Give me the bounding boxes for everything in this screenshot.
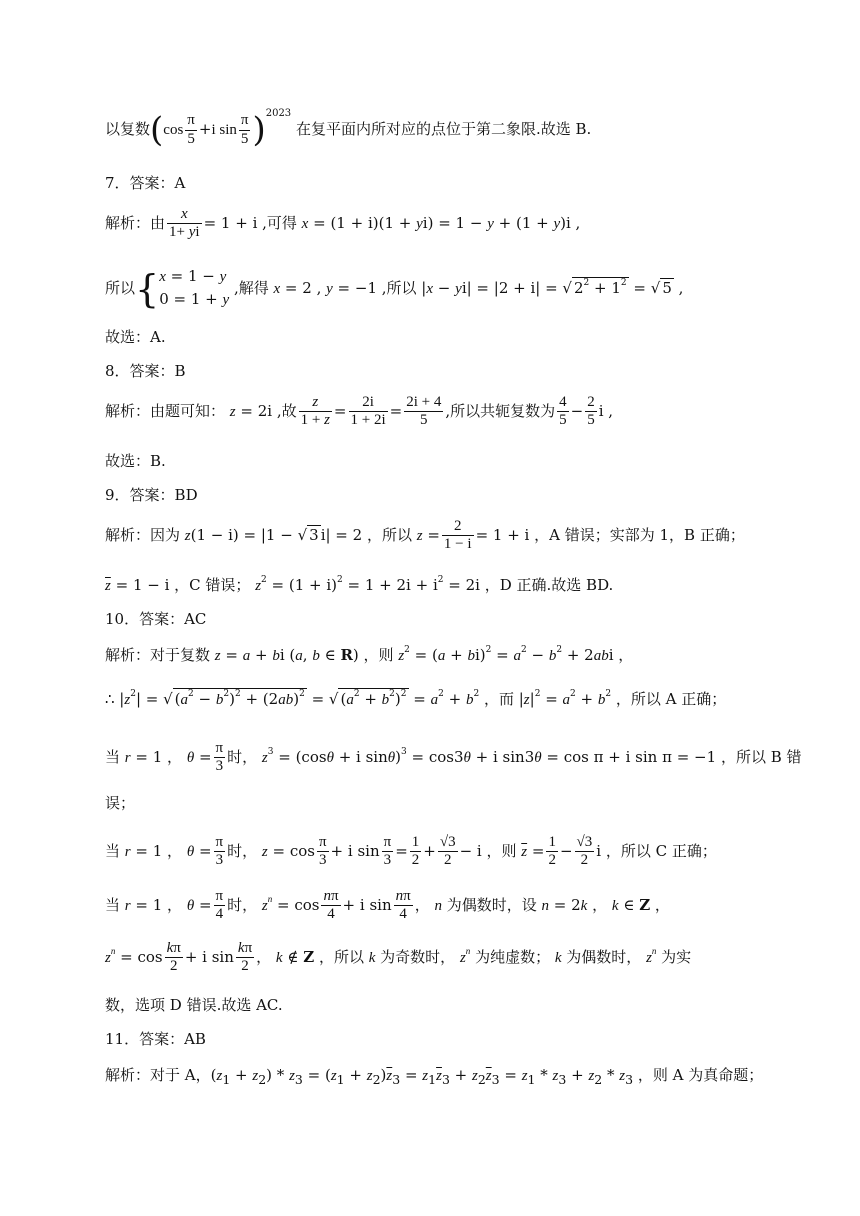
text-line: 解析：因为 z(1 − i) = |1 − √ 3 i| = 2 ，所以 z = $\frac{2}{1 - i}$ = 1 + i ，A 错误；实部为 1，B 正确； <box>105 518 745 553</box>
text-line: 解析：对于 A，$(z_1 + z_2) * z_3 = (z_1 + z_2)\overline{z}_3 = z_1\overline{z}_3 + z_2\overline{z}_3 = z_1 * z_3 + z_2 * z_3$ ，则 A 为真命题； <box>105 1066 764 1087</box>
text-line: 解析：由题可知： z = 2i ,故 $\frac{z}{1 + z}$ = $\frac{2i}{1 + 2i}$ = $\frac{2i + 4}{5}$ ,所以共轭复数为 $\frac{4}{5}$ − $\frac{2}{5}$ i , <box>105 394 614 429</box>
text-line: 故选：B. <box>105 452 166 470</box>
text-line: $z^n = \cos$ $\frac{k\pi}{2}$ + i sin $\frac{k\pi}{2}$ ， k ∉ Z ，所以 k 为奇数时， $z^n$ 为纯虚数； k 为偶数时， $z^n$ 为实 <box>105 940 692 975</box>
text-line: 解析：对于复数 z = a + bi (a, b ∈ R) ，则 $z^2 = (a + bi)^2 = a^2 - b^2 + 2abi$ ， <box>105 645 634 664</box>
text-line: 故选：A. <box>105 328 166 346</box>
text-line: 所以{x = 1 − y 0 = 1 + y ,解得 x = 2 , y = −1 ,所以 |x − yi| = |2 + i| = √ $2^2 + 1^2$ = √ 5 , <box>105 266 684 311</box>
text-line: 当 r = 1 ， θ = $\frac{\pi}{3}$ 时， z = cos $\frac{\pi}{3}$ + i sin $\frac{\pi}{3}$ = $\frac{1}{2}$ + $\frac{√3}{2}$ − i ，则 $\overline{z}$ = $\frac{1}{2}$ − $\frac{√3}{2}$ i ，所以 C 正确； <box>105 834 717 869</box>
text-line <box>105 108 591 148</box>
text-line: 解析：由 $\frac{x}{1+ yi}$ = 1 + i ,可得 x = (1 + i)(1 + yi) = 1 − y + (1 + y)i , <box>105 206 581 241</box>
text-line: ∴ $|z^2|$ = √ $(a^2 - b^2)^2 + (2ab)^2$ = √ $(a^2 + b^2)^2 = a^2 + b^2$ ，而 $|z|^2 = a^2 + b^2$ ，所以 A 正确； <box>105 689 727 708</box>
text-line: 10．答案：AC <box>105 610 207 628</box>
text-line: 9．答案：BD <box>105 486 198 504</box>
text-line: 数，选项 D 错误.故选 AC. <box>105 996 283 1014</box>
text-line: 8．答案：B <box>105 362 186 380</box>
line-content: 以复数(cos $\frac{\pi}{5}$ +i sin $\frac{\pi}{5}$ )$^{2023}$ 在复平面内所对应的点位于第二象限.故选 B. <box>105 108 592 150</box>
text-line: 误； <box>105 794 136 812</box>
text-line: 11．答案：AB <box>105 1030 206 1048</box>
text-line: 7．答案：A <box>105 174 186 192</box>
text-line: 当 r = 1 ， θ = $\frac{\pi}{4}$ 时， $z^n = \cos$ $\frac{n\pi}{4}$ + i sin $\frac{n\pi}{4}$ ， n 为偶数时，设 n = 2k ， k ∈ Z ， <box>105 888 670 923</box>
text-line: $\overline{z} = 1 - i$ ，C 错误； $z^2 = (1 + i)^2 = 1 + 2i + i^2 = 2i$ ，D 正确.故选 BD. <box>105 575 614 594</box>
text-line: 当 r = 1 ， θ = $\frac{\pi}{3}$ 时， $z^3 = (\cos\theta + i$ sinθ)$^3$ = cos3θ + i sin3θ = cos π + i sin π = −1 ，所以 B 错 <box>105 740 802 775</box>
